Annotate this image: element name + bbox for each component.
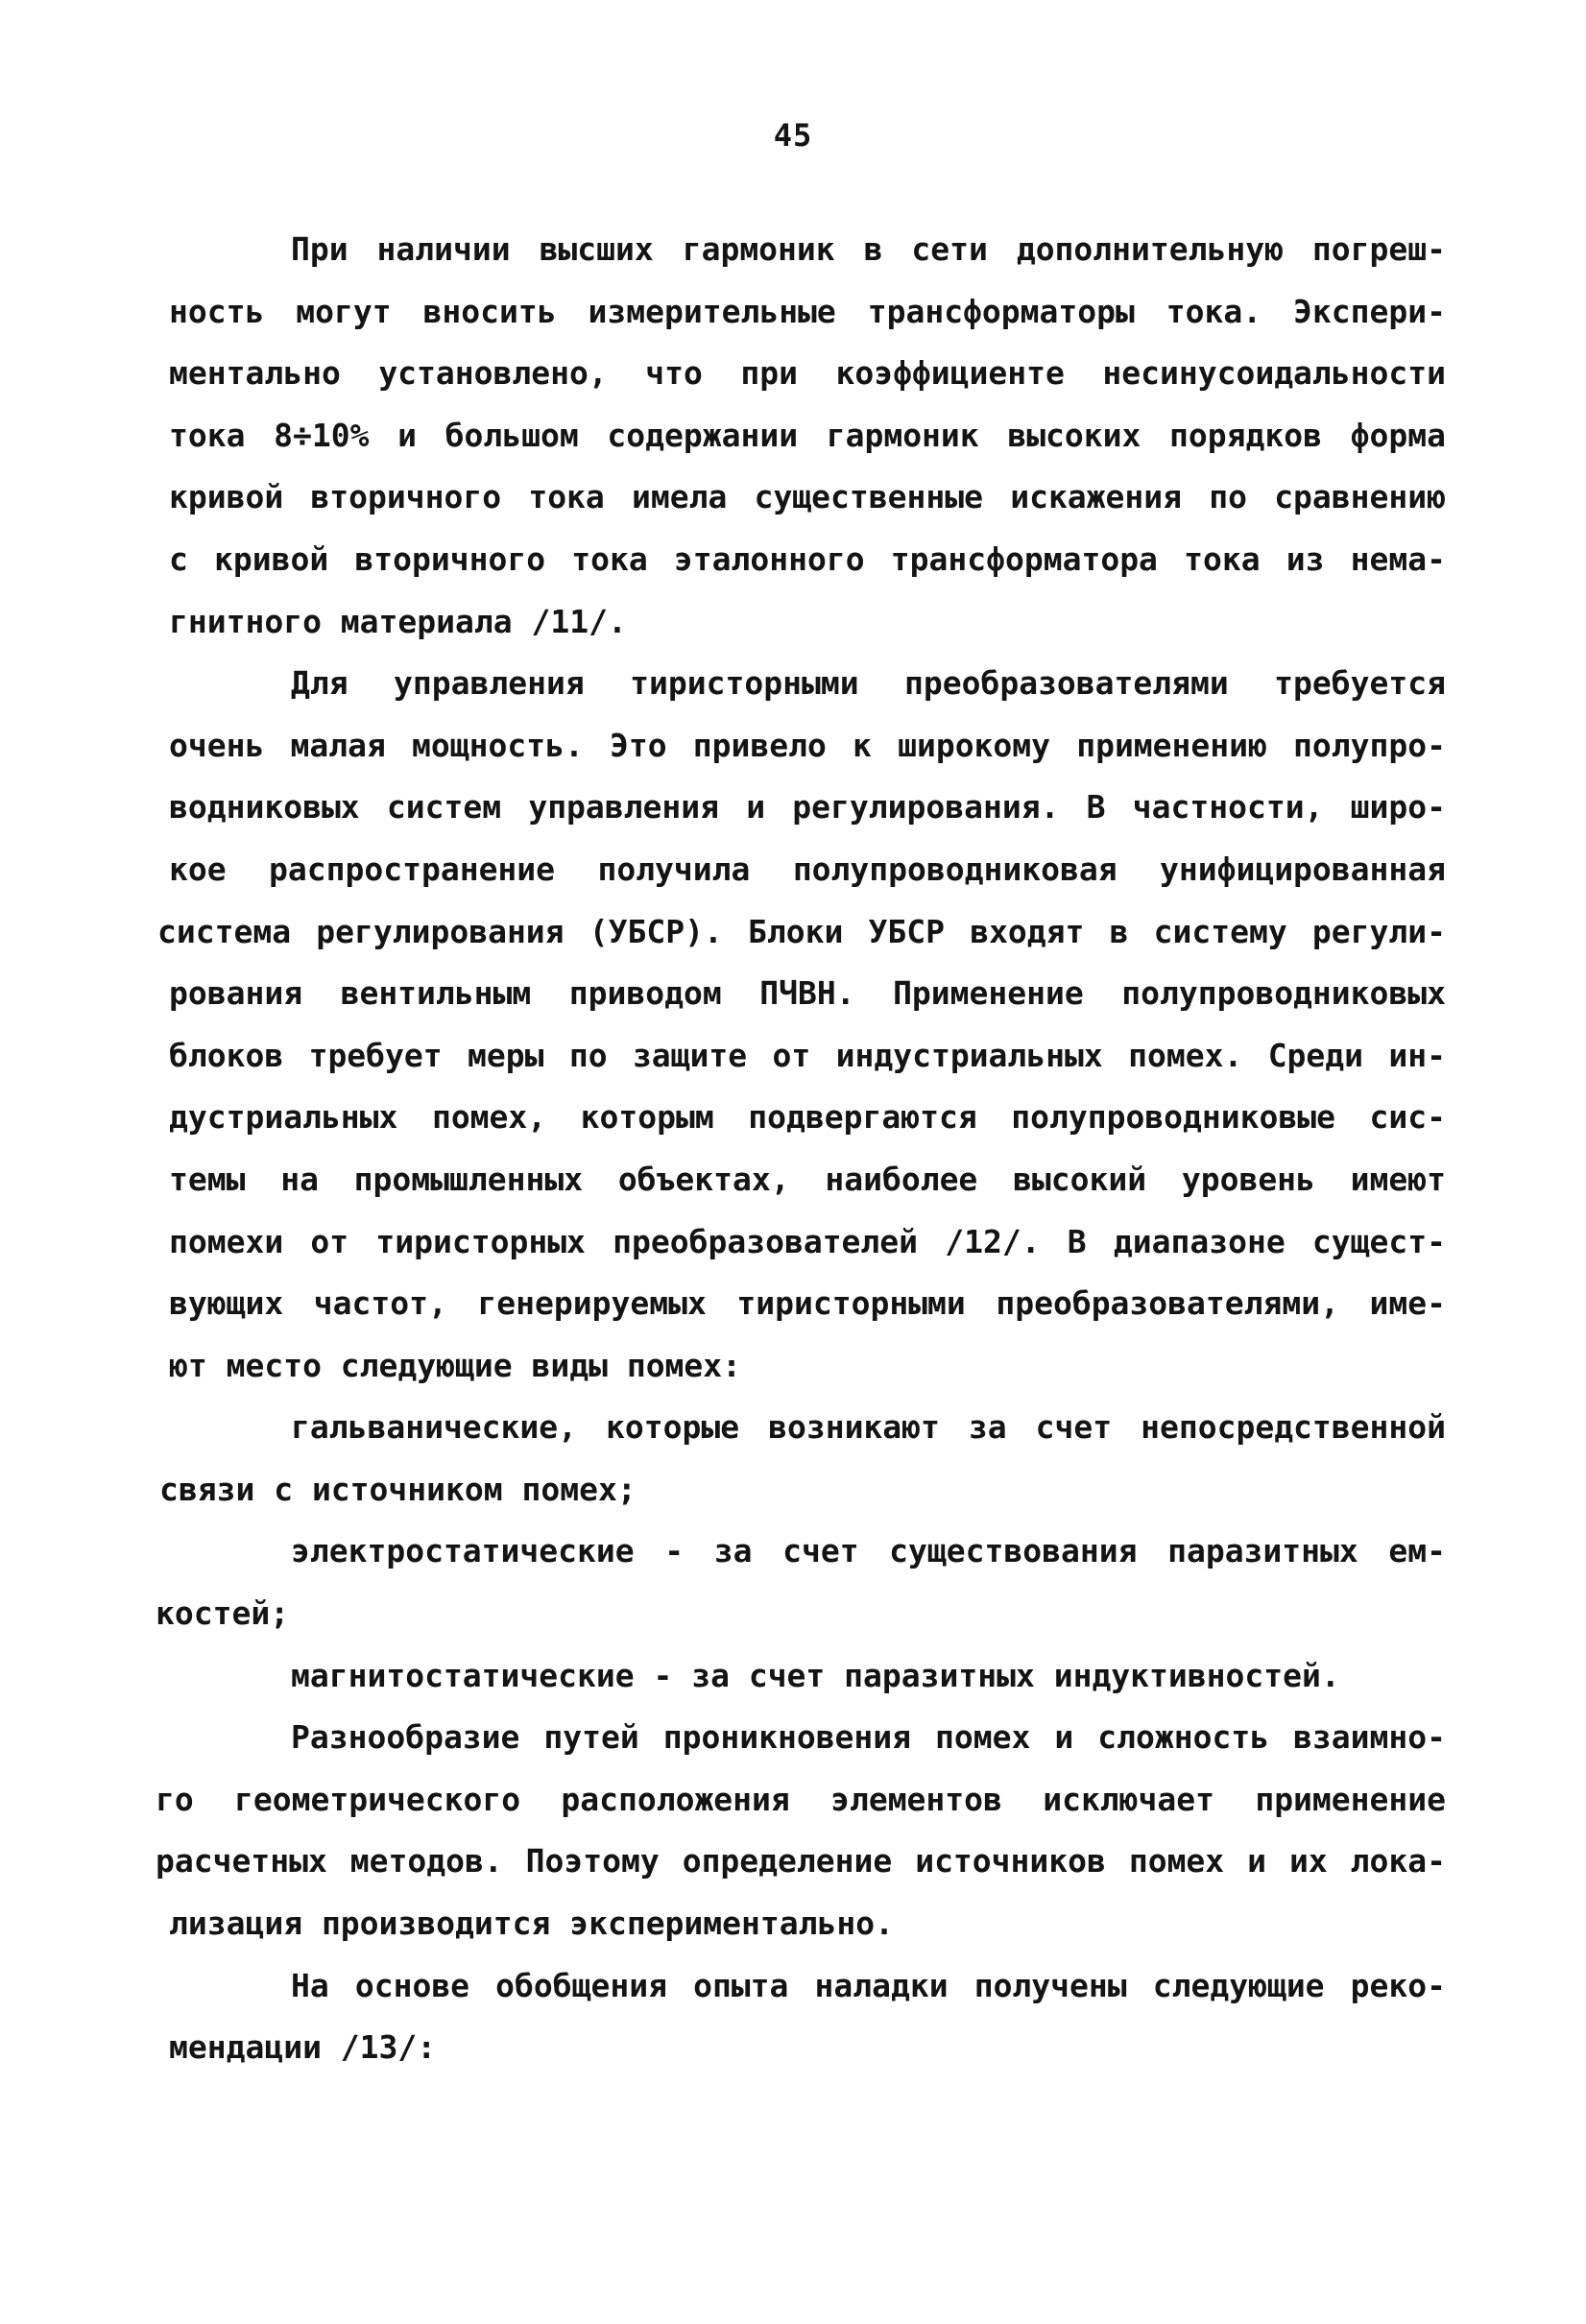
text-line: На основе обобщения опыта наладки получены следующие реко- xyxy=(291,1966,1446,2004)
text-line: ментально установлено, что при коэффициенте несинусоидальности xyxy=(169,354,1446,393)
text-line: гнитного материала /11/. xyxy=(169,602,627,640)
text-line: темы на промышленных объектах, наиболее высокий уровень имеют xyxy=(169,1160,1446,1198)
text-line: Разнообразие путей проникновения помех и сложность взаимно- xyxy=(291,1718,1446,1757)
paragraph xyxy=(156,1521,1446,1644)
text-line: магнитостатические - за счет паразитных индуктивностей. xyxy=(291,1656,1340,1694)
paragraph xyxy=(169,1955,1446,2079)
text-line: костей; xyxy=(156,1594,290,1633)
text-line: кривой вторичного тока имела существенные искажения по сравнению xyxy=(169,478,1446,516)
text-line: водниковых систем управления и регулирования. В частности, широ- xyxy=(169,788,1446,827)
text-line: рования вентильным приводом ПЧВН. Применение полупроводниковых xyxy=(169,974,1446,1013)
text-line: кое распространение получила полупроводниковая унифицированная xyxy=(169,850,1446,888)
text-line: дустриальных помех, которым подвергаются полупроводниковые сис- xyxy=(169,1098,1446,1137)
text-line: Для управления тиристорными преобразователями требуется xyxy=(291,664,1446,703)
text-line: ность могут вносить измерительные трансформаторы тока. Экспери- xyxy=(169,292,1446,330)
text-line: связи с источником помех; xyxy=(159,1470,637,1508)
text-line: мендации /13/: xyxy=(169,2028,437,2067)
text-line: гальванические, которые возникают за счет непосредственной xyxy=(291,1408,1446,1447)
text-line: система регулирования (УБСР). Блоки УБСР входят в систему регули- xyxy=(157,912,1446,950)
paragraph xyxy=(169,219,1446,653)
text-line: вующих частот, генерируемых тиристорными преобразователями, име- xyxy=(169,1284,1446,1323)
body-text xyxy=(156,219,1446,2079)
paragraph xyxy=(169,1645,1446,1708)
text-line: помехи от тиристорных преобразователей /12/. В диапазоне сущест- xyxy=(169,1222,1446,1260)
text-line: ют место следующие виды помех: xyxy=(169,1346,742,1384)
text-line: электростатические - за счет существования паразитных ем- xyxy=(291,1532,1446,1570)
text-line: тока 8÷10% и большом содержании гармоник высоких порядков форма xyxy=(169,416,1446,454)
text-line: очень малая мощность. Это привело к широкому применению полупро- xyxy=(169,726,1446,764)
paragraph xyxy=(157,653,1446,1397)
text-line: блоков требует меры по защите от индустриальных помех. Среди ин- xyxy=(169,1036,1446,1074)
text-line: с кривой вторичного тока эталонного трансформатора тока из нема- xyxy=(169,539,1446,578)
paragraph xyxy=(156,1707,1446,1954)
text-line: лизация производится экспериментально. xyxy=(169,1905,894,1943)
text-line: го геометрического расположения элементов исключает применение xyxy=(156,1780,1446,1818)
text-line: При наличии высших гармоник в сети дополнительную погреш- xyxy=(291,230,1446,268)
text-line: расчетных методов. Поэтому определение источников помех и их лока- xyxy=(156,1842,1446,1881)
paragraph xyxy=(159,1397,1446,1521)
page-number: 45 xyxy=(773,117,813,154)
